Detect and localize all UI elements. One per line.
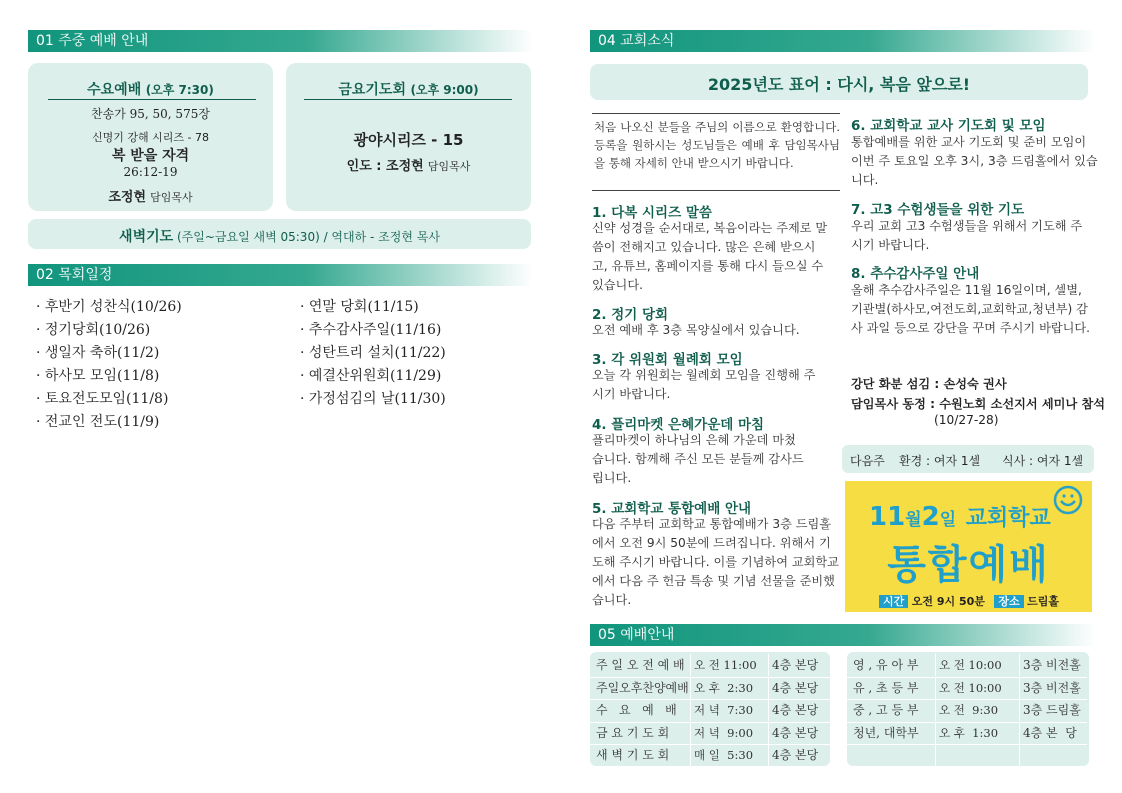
list-item: · 연말 당회(11/15) [300,296,446,319]
column-divider [768,677,769,699]
banner-time-place: 시간 오전 9시 50분 장소 드림홀 [879,593,1059,609]
schedule-cell: 4층 본당 [772,725,819,740]
section-header-worship-info: 05 예배안내 [590,624,1095,646]
schedule-cell [939,745,1021,766]
next-week-duty-bar [842,445,1094,473]
schedule-cell: 유 , 초 등 부 [853,680,919,695]
column-divider [768,744,769,766]
schedule-cell: 금 요 기 도 회 [596,725,670,740]
news-heading: 5. 교회학교 통합예배 안내 [592,501,752,517]
column-divider [690,744,691,766]
meal-duty: 식사 : 여자 1셀 [1002,454,1084,468]
schedule-cell [1023,745,1087,766]
list-item: · 성탄트리 설치(11/22) [300,342,446,365]
schedule-cell: 영 , 유 아 부 [853,658,919,672]
friday-prayer-card [286,63,531,211]
preacher: 조정현 담임목사 [108,190,193,205]
cleaning-duty: 환경 : 여자 1셀 [899,454,981,468]
altar-flower: 강단 화분 섬김 : 손성숙 권사 [851,377,1007,391]
news-body: 오늘 각 위원회는 월례회 모임을 진행해 주시기 바랍니다. [592,368,816,401]
year-motto: 2025년도 표어 : 다시, 복음 앞으로! [707,75,971,94]
schedule-list-left [36,296,182,434]
schedule-cell: 오 전 11:00 [694,658,757,672]
schedule-cell: 4층 본당 [772,680,819,695]
column-divider [690,654,691,676]
column-divider [768,722,769,744]
sermon-series: 신명기 강해 시리즈 - 78 [92,131,209,144]
schedule-cell: 중 , 고 등 부 [853,703,919,717]
news-body: 오전 예배 후 3층 목양실에서 있습니다. [592,323,800,337]
column-divider [1019,677,1020,699]
list-item: · 전교인 전도(11/9) [36,411,182,434]
news-body: 올해 추수감사주일은 11월 16일이며, 셀별, 기관별(하사모,여전도회,교회학교,청년부) 감사 과일 등으로 강단을 꾸며 주시기 바랍니다. [851,283,1091,335]
dawn-prayer-bar [28,219,531,249]
schedule-cell: 3층 비전홀 [1023,680,1081,695]
friday-title: 금요기도회 (오후 9:00) [338,82,479,98]
column-divider [935,722,936,744]
column-divider [935,654,936,676]
section-header-church-news: 04 교회소식 [590,30,1095,52]
news-body: 우리 교회 고3 수험생들을 위해서 기도해 주시기 바랍니다. [851,219,1083,252]
column-divider [1019,699,1020,721]
schedule-cell: 오 후 2:30 [694,680,754,695]
list-item: · 토요전도모임(11/8) [36,388,182,411]
divider [592,113,840,114]
schedule-cell: 저 녁 7:30 [694,703,754,717]
schedule-cell: 3층 비전홀 [1023,658,1081,672]
schedule-cell: 수 요 예 배 [596,703,677,717]
list-item: · 예결산위원회(11/29) [300,365,446,388]
schedule-cell: 주일오후찬양예배 [596,680,689,695]
column-divider [1019,654,1020,676]
column-divider [690,699,691,721]
news-heading: 4. 플리마켓 은혜가운데 마침 [592,417,765,433]
sermon-title: 복 받을 자격 [111,148,190,164]
schedule-cell: 오 전 10:00 [939,658,1002,672]
list-item: · 추수감사주일(11/16) [300,319,446,342]
column-divider [690,677,691,699]
list-item: · 하사모 모임(11/8) [36,365,182,388]
news-heading: 8. 추수감사주일 안내 [851,266,980,282]
welcome-text: 처음 나오신 분들을 주님의 이름으로 환영합니다. 등록을 원하시는 성도님들은 예배 후 담임목사님을 통해 자세히 안내 받으시기 바랍니다. [594,120,840,170]
schedule-cell: 4층 본당 [772,703,819,717]
schedule-cell: 오 후 1:30 [939,725,999,740]
schedule-cell: 오 전 9:30 [939,703,999,717]
column-divider [768,654,769,676]
wednesday-title: 수요예배 (오후 7:30) [87,82,214,98]
column-divider [1019,744,1020,766]
column-divider [935,677,936,699]
news-heading: 6. 교회학교 교사 기도회 및 모임 [851,118,1046,134]
motto-bar [590,64,1088,100]
news-body: 신약 성경을 순서대로, 복음이라는 주제로 말씀이 전해지고 있습니다. 많은 은혜 받으시고, 유튜브, 홈페이지를 통해 다시 들으실 수 있습니다. [592,221,828,292]
schedule-cell: 오 전 10:00 [939,680,1002,695]
dawn-prayer-text: 새벽기도 (주일~금요일 새벽 05:30) / 역대하 - 조정현 목사 [119,229,440,245]
news-heading: 2. 정기 당회 [592,307,669,323]
integrated-worship-banner [845,481,1092,612]
divider [48,99,256,100]
news-body: 통합예배를 위한 교사 기도회 및 준비 모임이 이번 주 토요일 오후 3시, 3층 드림홀에서 있습니다. [851,135,1098,187]
divider [304,99,512,100]
news-heading: 1. 다복 시리즈 말씀 [592,205,712,221]
schedule-list-right [300,296,446,411]
schedule-cell: 4층 본 당 [1023,725,1077,740]
list-item: · 후반기 성찬식(10/26) [36,296,182,319]
friday-leader: 인도 : 조정현 담임목사 [346,159,471,174]
schedule-cell: 주 일 오 전 예 배 [596,658,685,672]
news-heading: 7. 고3 수험생들을 위한 기도 [851,202,1025,218]
divider [592,190,840,191]
schedule-cell: 4층 본당 [772,658,819,672]
schedule-cell: 청년, 대학부 [853,725,919,740]
news-heading: 3. 각 위원회 월례회 모임 [592,352,743,368]
banner-date: 11월2일 교회학교 [869,502,1051,532]
column-divider [935,699,936,721]
banner-title: 통합예배 [887,542,1050,588]
pastor-activity-date: (10/27-28) [934,413,999,427]
column-divider [935,744,936,766]
column-divider [768,699,769,721]
news-body: 플리마켓이 하나님의 은혜 가운데 마쳤습니다. 함께해 주신 모든 분들께 감사드립니다. [592,433,804,485]
section-header-ministry-schedule: 02 목회일정 [28,264,533,286]
friday-series: 광야시리즈 - 15 [353,131,464,149]
pastor-activity: 담임목사 동정 : 수원노회 소선지서 세미나 참석 [851,397,1106,411]
schedule-cell: 4층 본당 [772,748,819,762]
column-divider [690,722,691,744]
next-week-label: 다음주 [850,454,885,468]
scripture-verse: 26:12-19 [123,165,178,179]
news-body: 다음 주부터 교회학교 통합예배가 3층 드림홀에서 오전 9시 50분에 드려집니다. 위해서 기도해 주시기 바랍니다. 이를 기념하여 교회학교에서 다음 주 헌금 특송 및 기념 선물을 준비했습니다. [592,517,839,607]
list-item: · 생일자 축하(11/2) [36,342,182,365]
section-header-weekday-worship: 01 주중 예배 안내 [28,30,533,52]
schedule-cell: 저 녁 9:00 [694,725,754,740]
list-item: · 정기당회(10/26) [36,319,182,342]
column-divider [1019,722,1020,744]
smiley-icon [1052,484,1084,516]
wednesday-worship-card [28,63,273,211]
schedule-cell: 3층 드림홀 [1023,703,1081,717]
schedule-cell [853,745,935,766]
schedule-cell: 새 벽 기 도 회 [596,748,670,762]
list-item: · 가정섬김의 날(11/30) [300,388,446,411]
hymns: 찬송가 95, 50, 575장 [91,107,210,121]
schedule-cell: 매 일 5:30 [694,748,754,762]
